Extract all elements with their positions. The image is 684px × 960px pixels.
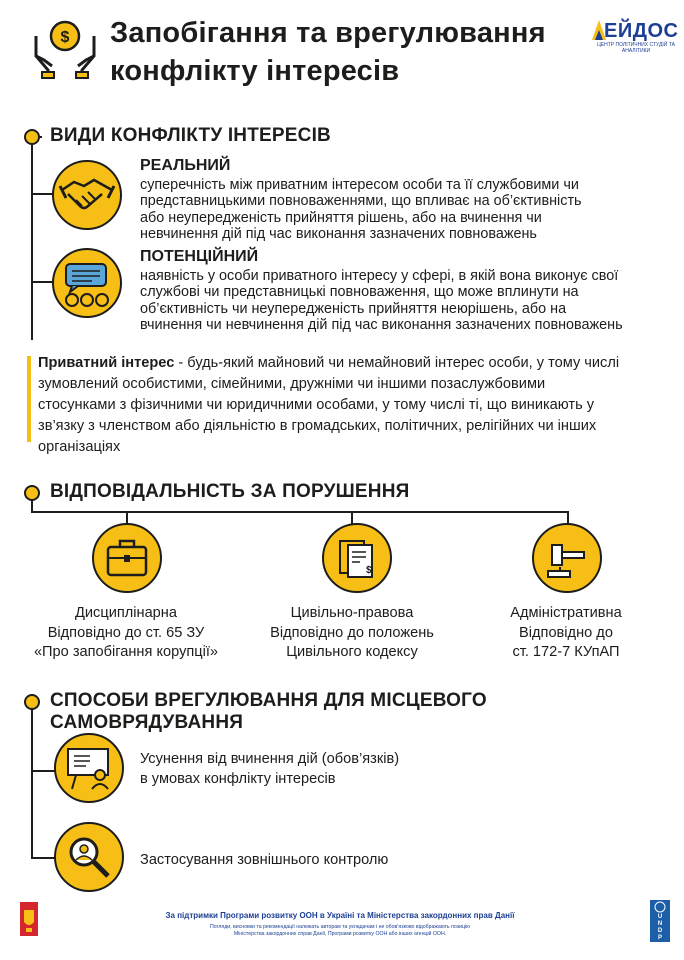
footer-support: За підтримки Програми розвитку ООН в Україні та Міністерства закордонних прав Данії [165, 911, 515, 920]
hands-coin-icon [30, 14, 100, 80]
svg-text:$: $ [366, 565, 372, 576]
timeline-line [31, 145, 33, 340]
note-term: Приватний інтерес [38, 355, 175, 371]
text-line: представницькими повноваженнями, що впливає на об’єктивність [140, 193, 582, 210]
timeline-branch [31, 770, 55, 772]
responsibility-civil [252, 604, 452, 663]
text-line: суперечність між приватним інтересом особи та її службовими чи [140, 177, 579, 193]
text-line: невчинення дій під час виконання зазначених повноважень [140, 226, 537, 243]
text-line: Відповідно до [519, 624, 613, 641]
gavel-circle [532, 523, 602, 593]
text-line: Відповідно до ст. 65 ЗУ [47, 624, 205, 641]
text-line: Цивільно-правова [290, 605, 414, 621]
text-line: організаціях [38, 439, 121, 455]
method-removal [140, 749, 560, 789]
text-line: Погляди, висновки та рекомендації належать авторам та укладачам і не обов’язково відображають позицію [210, 924, 470, 930]
presentation-icon [56, 735, 122, 801]
footer-disclaimer [150, 924, 530, 938]
method-external-control: Застосування зовнішнього контролю [140, 852, 389, 868]
text-line: об’єктивність чи неупередженість прийняття неюрішень, або на [140, 300, 567, 317]
type-potential-text [140, 268, 675, 334]
text-line: - будь-який майновий чи немайновий інтерес особи, у тому числі [174, 355, 620, 371]
text-line: Відповідно до положень [270, 624, 434, 641]
logo-name: ЕЙДОС [604, 20, 679, 42]
handshake-circle [52, 160, 122, 230]
text-line: Цивільного кодексу [286, 644, 418, 660]
note-accent-bar [27, 356, 31, 442]
text-line: або неупередженість прийняття рішень, або на вчинення чи [140, 209, 542, 226]
chat-people-icon [54, 250, 120, 316]
title-line-2: конфлікту інтересів [110, 55, 400, 87]
text-line: вчинення чи невчинення дій під час виконання зазначених повноважень [140, 317, 623, 334]
text-line: зумовлений особистими, сімейними, дружніми чи іншими позаслужбовими [38, 376, 546, 392]
timeline-branch [31, 857, 55, 859]
coat-of-arms-icon [20, 902, 38, 936]
divider [38, 136, 42, 138]
timeline-branch [31, 511, 569, 513]
text-line: Міністерства закордонних справ Данії, Програми розвитку ООН або інших агенцій ООН. [233, 931, 447, 937]
svg-text:$: $ [60, 29, 70, 46]
page-title [110, 14, 580, 90]
chat-circle [52, 248, 122, 318]
private-interest-note [38, 353, 678, 458]
types-section-title: ВИДИ КОНФЛІКТУ ІНТЕРЕСІВ [50, 125, 331, 146]
documents-icon [324, 525, 390, 591]
responsibility-section-title: ВІДПОВІДАЛЬНІСТЬ ЗА ПОРУШЕННЯ [50, 481, 410, 502]
briefcase-circle [92, 523, 162, 593]
type-real-text [140, 177, 670, 243]
documents-circle [322, 523, 392, 593]
methods-section-title: СПОСОБИ ВРЕГУЛЮВАННЯ ДЛЯ МІСЦЕВОГО САМОВРЯДУВАННЯ [50, 690, 487, 733]
briefcase-icon [94, 525, 160, 591]
text-line: стосунками з фізичними чи юридичними особами, у тому числі ті, що виникають у [38, 397, 595, 413]
gavel-icon [534, 525, 600, 591]
text-line: «Про запобігання корупції» [33, 644, 219, 660]
text-line: в умовах конфлікту інтересів [140, 771, 336, 787]
magnifier-icon [56, 824, 122, 890]
responsibility-administrative [466, 604, 666, 663]
presentation-circle [54, 733, 124, 803]
undp-label: UNDP [657, 914, 663, 941]
title-line-1: Запобігання та врегулювання [110, 17, 546, 49]
text-line: зв’язку з членством або діяльністю в громадських, політичних, релігійних чи інших [38, 418, 597, 434]
type-potential-heading: ПОТЕНЦІЙНИЙ [140, 248, 259, 265]
timeline-line [31, 708, 33, 858]
timeline-branch [31, 193, 53, 195]
handshake-icon [54, 162, 120, 228]
undp-logo-icon [650, 900, 670, 942]
text-line: Усунення від вчинення дій (обов’язків) [140, 751, 400, 767]
text-line: службові чи представницькі повноваження, що може вплинути на [140, 284, 579, 301]
responsibility-disciplinary [26, 604, 226, 663]
logo-subtitle: ЦЕНТР ПОЛІТИЧНИХ СТУДІЙ ТА АНАЛІТИКИ [597, 42, 675, 54]
timeline-branch [31, 281, 53, 283]
text-line: Адміністративна [510, 605, 622, 621]
text-line: наявність у особи приватного інтересу у сфері, в якій вона виконує свої [140, 268, 619, 284]
type-real-heading: РЕАЛЬНИЙ [140, 157, 231, 174]
magnifier-circle [54, 822, 124, 892]
text-line: ст. 172-7 КУпАП [512, 644, 620, 660]
text-line: Дисциплінарна [75, 605, 177, 621]
